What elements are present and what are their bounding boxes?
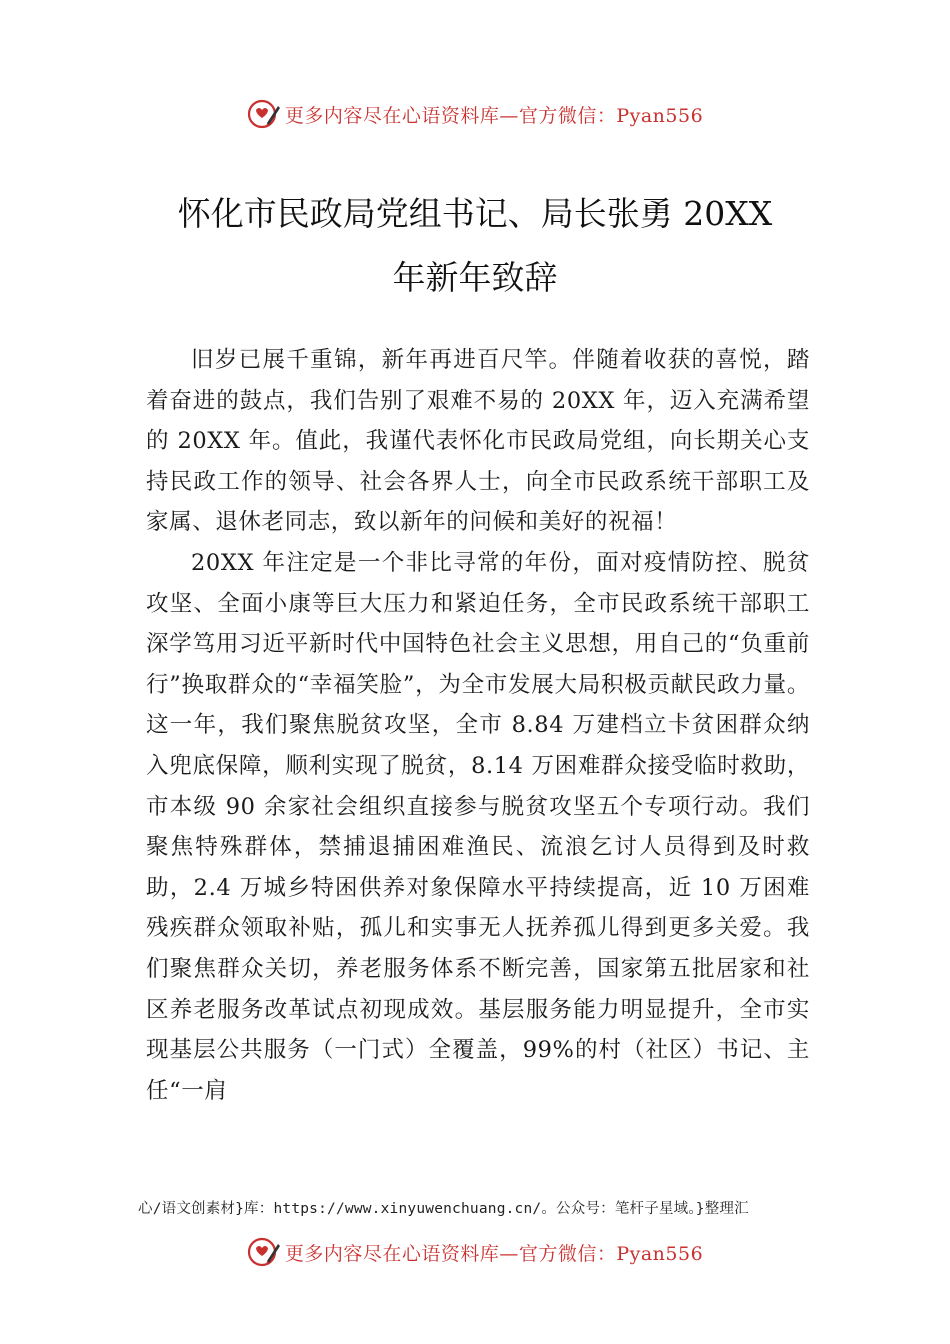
paragraph-2: 20XX 年注定是一个非比寻常的年份，面对疫情防控、脱贫攻坚、全面小康等巨大压力和紧迫任务，全市民政系统干部职工深学笃用习近平新时代中国特色社会主义思想，用自己的“负重前行”换取群众的“幸福笑脸”，为全市发展大局积极贡献民政力量。这一年，我们聚焦脱贫攻坚，全市 8.84 万建档立卡贫困群众纳入兜底保障，顺利实现了脱贫，8.14 万困难群众接受临时救助，市本级 90 余家社会组织直接参与脱贫攻坚五个专项行动。我们聚焦特殊群体，禁捕退捕困难渔民、流浪乞讨人员得到及时救助，2.4 万城乡特困供养对象保障水平持续提高，近 10 万困难残疾群众领取补贴，孤儿和实事无人抚养孤儿得到更多关爱。我们聚焦群众关切，养老服务体系不断完善，国家第五批居家和社区养老服务改革试点初现成效。基层服务能力明显提升，全市实现基层公共服务（一门式）全覆盖，99%的村（社区）书记、主任“一肩 (146, 549, 810, 1104)
document-body (146, 340, 810, 1111)
title-line-2: 年新年致辞 (392, 258, 558, 297)
source-footer-line: 心/语文创素材}库：https://www.xinyuwenchuang.cn/。公众号：笔杆子星域。}整理汇 (138, 1201, 749, 1217)
document-title (100, 182, 850, 310)
footer-banner-text: 更多内容尽在心语资料库—官方微信：Pyan556 (284, 1242, 704, 1265)
title-line-1: 怀化市民政局党组书记、局长张勇 20XX (177, 194, 773, 233)
paragraph-1: 旧岁已展千重锦，新年再进百尺竿。伴随着收获的喜悦，踏着奋进的鼓点，我们告别了艰难不易的 20XX 年，迈入充满希望的 20XX 年。值此，我谨代表怀化市民政局党组，向长期关心支持民政工作的领导、社会各界人士，向全市民政系统干部职工及家属、退休老同志，致以新年的问候和美好的祝福！ (146, 347, 810, 536)
pen-heart-logo-icon (247, 1235, 281, 1269)
header-banner (0, 94, 950, 134)
pen-heart-logo-icon (247, 97, 281, 131)
footer-banner (0, 1232, 950, 1272)
header-banner-text: 更多内容尽在心语资料库—官方微信：Pyan556 (284, 104, 704, 127)
